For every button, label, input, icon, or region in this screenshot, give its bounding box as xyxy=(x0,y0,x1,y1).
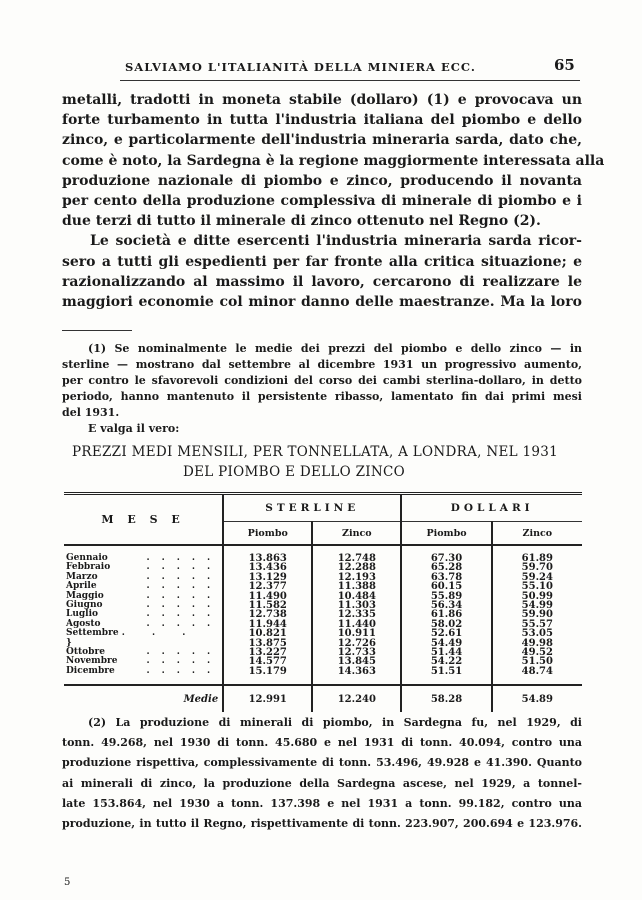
media-do-piombo: 58.28 xyxy=(401,685,491,712)
cell-st-zinco: 12.748 xyxy=(312,545,401,563)
cell-do-piombo: 63.78 xyxy=(401,573,491,582)
cell-st-zinco: 10.484 xyxy=(312,592,401,601)
cell-do-zinco: 54.99 xyxy=(492,601,582,610)
month-label: Marzo xyxy=(66,571,98,582)
cell-do-piombo: 51.51 xyxy=(401,667,491,685)
leader-dots: ..... xyxy=(146,656,223,667)
table-row xyxy=(64,563,582,572)
col-header-mese: M E S E xyxy=(64,494,223,546)
cell-do-zinco: 59.70 xyxy=(492,563,582,572)
text-line: ai minerali di zinco, la produzione della Sardegna ascese, nel 1929, a tonnel- xyxy=(62,776,582,790)
leader-dots: ..... xyxy=(146,581,223,592)
cell-st-piombo: 12.738 xyxy=(223,610,312,619)
cell-do-zinco: 49.98 xyxy=(492,639,582,648)
table-row xyxy=(64,573,582,582)
cell-st-piombo: 13.129 xyxy=(223,573,312,582)
col-group-dollari: DOLLARI xyxy=(401,494,582,522)
cell-do-piombo: 54.22 xyxy=(401,657,491,666)
month-label: Agosto xyxy=(66,618,101,629)
cell-do-piombo: 55.89 xyxy=(401,592,491,601)
cell-st-zinco: 12.726 xyxy=(312,639,401,648)
text-line: Le società e ditte esercenti l'industria mineraria sarda ricor- xyxy=(90,233,582,250)
signature-mark: 5 xyxy=(64,877,71,888)
text-line: (2) La produzione di minerali di piombo, in Sardegna fu, nel 1929, di xyxy=(88,716,582,729)
leader-dots: ..... xyxy=(146,609,223,620)
col-header-do-piombo: Piombo xyxy=(401,522,491,546)
leader-dots: ..... xyxy=(146,618,223,629)
table-row xyxy=(64,592,582,601)
text-line: late 153.864, nel 1930 a tonn. 137.398 e nel 1931 a tonn. 99.182, contro una xyxy=(62,796,582,810)
month-cell xyxy=(64,667,223,685)
cell-do-piombo: 61.86 xyxy=(401,610,491,619)
cell-st-piombo: 11.490 xyxy=(223,592,312,601)
cell-do-zinco: 48.74 xyxy=(492,667,582,685)
cell-st-piombo: 13.436 xyxy=(223,563,312,572)
cell-st-piombo: 12.377 xyxy=(223,582,312,591)
col-header-do-zinco: Zinco xyxy=(492,522,582,546)
cell-do-zinco: 53.05 xyxy=(492,629,582,638)
month-label: Maggio xyxy=(66,590,104,601)
month-label: Novembre xyxy=(66,656,118,667)
cell-do-piombo: 51.44 xyxy=(401,648,491,657)
text-line: due terzi di tutto il minerale di zinco ottenuto nel Regno (2). xyxy=(62,213,541,230)
cell-st-zinco: 14.363 xyxy=(312,667,401,685)
footnote-separator xyxy=(62,330,132,331)
text-line: (1) Se nominalmente le medie dei prezzi del piombo e dello zinco — in xyxy=(88,342,582,355)
cell-do-piombo: 54.49 xyxy=(401,639,491,648)
leader-dots: ..... xyxy=(146,553,223,563)
cell-st-piombo: 10.821 xyxy=(223,629,312,638)
cell-do-piombo: 58.02 xyxy=(401,620,491,629)
leader-dots: ..... xyxy=(146,571,223,582)
cell-do-zinco: 49.52 xyxy=(492,648,582,657)
text-line: periodo, hanno mantenuto il persistente ribasso, lamentato fin dai primi mesi xyxy=(62,390,582,403)
cell-st-zinco: 12.733 xyxy=(312,648,401,657)
running-title: SALVIAMO L'ITALIANITÀ DELLA MINIERA ECC. xyxy=(125,60,476,74)
col-header-st-zinco: Zinco xyxy=(312,522,401,546)
cell-st-piombo: 11.944 xyxy=(223,620,312,629)
text-line: produzione nazionale di piombo e zinco, producendo il novanta xyxy=(62,172,582,189)
table-row xyxy=(64,648,582,657)
month-label: Luglio xyxy=(66,609,99,620)
cell-do-piombo: 65.28 xyxy=(401,563,491,572)
text-line: produzione rispettiva, complessivamente di tonn. 53.496, 49.928 e 41.390. Quanto xyxy=(62,756,582,770)
cell-st-piombo: 13.227 xyxy=(223,648,312,657)
table-row xyxy=(64,629,582,638)
cell-do-piombo: 56.34 xyxy=(401,601,491,610)
cell-do-zinco: 55.10 xyxy=(492,582,582,591)
text-line: per cento della produzione complessiva di minerale di piombo e i xyxy=(62,193,582,209)
leader-dots: ..... xyxy=(146,665,223,676)
leader-dots: ..... xyxy=(146,590,223,601)
col-group-sterline: STERLINE xyxy=(223,494,401,522)
text-line: E valga il vero: xyxy=(88,422,180,435)
cell-st-zinco: 12.335 xyxy=(312,610,401,619)
month-label: Giugno xyxy=(66,600,103,611)
table-row xyxy=(64,657,582,666)
header-rule xyxy=(120,80,580,81)
cell-do-piombo: 52.61 xyxy=(401,629,491,638)
text-line: produzione, in tutto il Regno, rispettivamente di tonn. 223.907, 200.694 e 123.976. xyxy=(62,817,582,830)
cell-st-zinco: 12.288 xyxy=(312,563,401,572)
table-row xyxy=(64,545,582,563)
cell-do-piombo: 60.15 xyxy=(401,582,491,591)
cell-st-piombo: 14.577 xyxy=(223,657,312,666)
cell-st-zinco: 12.193 xyxy=(312,573,401,582)
cell-st-zinco: 13.845 xyxy=(312,657,401,666)
text-line: sterline — mostrano dal settembre al dicembre 1931 un progressivo aumento, xyxy=(62,358,582,371)
text-line: maggiori economie col minor danno delle maestranze. Ma la loro xyxy=(62,294,582,310)
media-st-piombo: 12.991 xyxy=(223,685,312,712)
text-line: razionalizzando al massimo il lavoro, cercarono di realizzare le xyxy=(62,273,582,290)
cell-st-piombo: 15.179 xyxy=(223,667,312,685)
cell-st-piombo: 11.582 xyxy=(223,601,312,610)
cell-do-zinco: 59.90 xyxy=(492,610,582,619)
media-st-zinco: 12.240 xyxy=(312,685,401,712)
cell-st-piombo: 13.875 xyxy=(223,639,312,648)
cell-st-zinco: 11.303 xyxy=(312,601,401,610)
month-label: Febbraio xyxy=(66,562,111,573)
table-row xyxy=(64,582,582,591)
month-label: Aprile xyxy=(66,581,97,592)
cell-do-zinco: 50.99 xyxy=(492,592,582,601)
cell-do-piombo: 67.30 xyxy=(401,545,491,563)
table-row xyxy=(64,601,582,610)
price-table xyxy=(64,492,582,712)
table-title-line-2: DEL PIOMBO E DELLO ZINCO xyxy=(183,464,406,480)
month-label: Ottobre xyxy=(66,647,105,658)
cell-st-piombo: 13.863 xyxy=(223,545,312,563)
text-line: forte turbamento in tutta l'industria italiana del piombo e dello xyxy=(62,112,582,129)
col-header-st-piombo: Piombo xyxy=(223,522,312,546)
month-cell xyxy=(64,545,223,563)
month-label: Settembre xyxy=(66,628,119,639)
leader-dots: ..... xyxy=(146,562,223,573)
leader-dots: ..... xyxy=(146,647,223,658)
month-label: Gennaio xyxy=(66,553,108,563)
text-line: zinco, e particolarmente dell'industria mineraria sarda, dato che, xyxy=(62,132,582,149)
media-do-zinco: 54.89 xyxy=(492,685,582,712)
text-line: sero a tutti gli espedienti per far fronte alla critica situazione; e xyxy=(62,253,582,270)
text-line: tonn. 49.268, nel 1930 di tonn. 45.680 e nel 1931 di tonn. 40.094, contro una xyxy=(62,736,582,750)
text-line: come è noto, la Sardegna è la regione maggiormente interessata alla xyxy=(62,152,605,169)
table-row xyxy=(64,610,582,619)
brace-mark: . . . } xyxy=(66,628,198,648)
table-row xyxy=(64,667,582,685)
cell-st-zinco: 11.440 xyxy=(312,620,401,629)
page-number: 65 xyxy=(554,56,575,74)
cell-do-zinco: 61.89 xyxy=(492,545,582,563)
table-row-medie xyxy=(64,685,582,712)
leader-dots: ..... xyxy=(146,600,223,611)
table-title-line-1: PREZZI MEDI MENSILI, PER TONNELLATA, A LONDRA, NEL 1931 xyxy=(72,444,559,460)
medie-label: Medie xyxy=(64,685,223,712)
month-cell xyxy=(64,629,223,648)
text-line: per contro le sfavorevoli condizioni del corso dei cambi sterlina-dollaro, in detto xyxy=(62,374,582,387)
cell-st-zinco: 10.911 xyxy=(312,629,401,638)
cell-do-zinco: 51.50 xyxy=(492,657,582,666)
month-label: Dicembre xyxy=(66,665,115,676)
cell-st-zinco: 11.388 xyxy=(312,582,401,591)
text-line: metalli, tradotti in moneta stabile (dollaro) (1) e provocava un xyxy=(62,92,582,108)
cell-do-zinco: 59.24 xyxy=(492,573,582,582)
text-line: del 1931. xyxy=(62,406,120,419)
cell-do-zinco: 55.57 xyxy=(492,620,582,629)
